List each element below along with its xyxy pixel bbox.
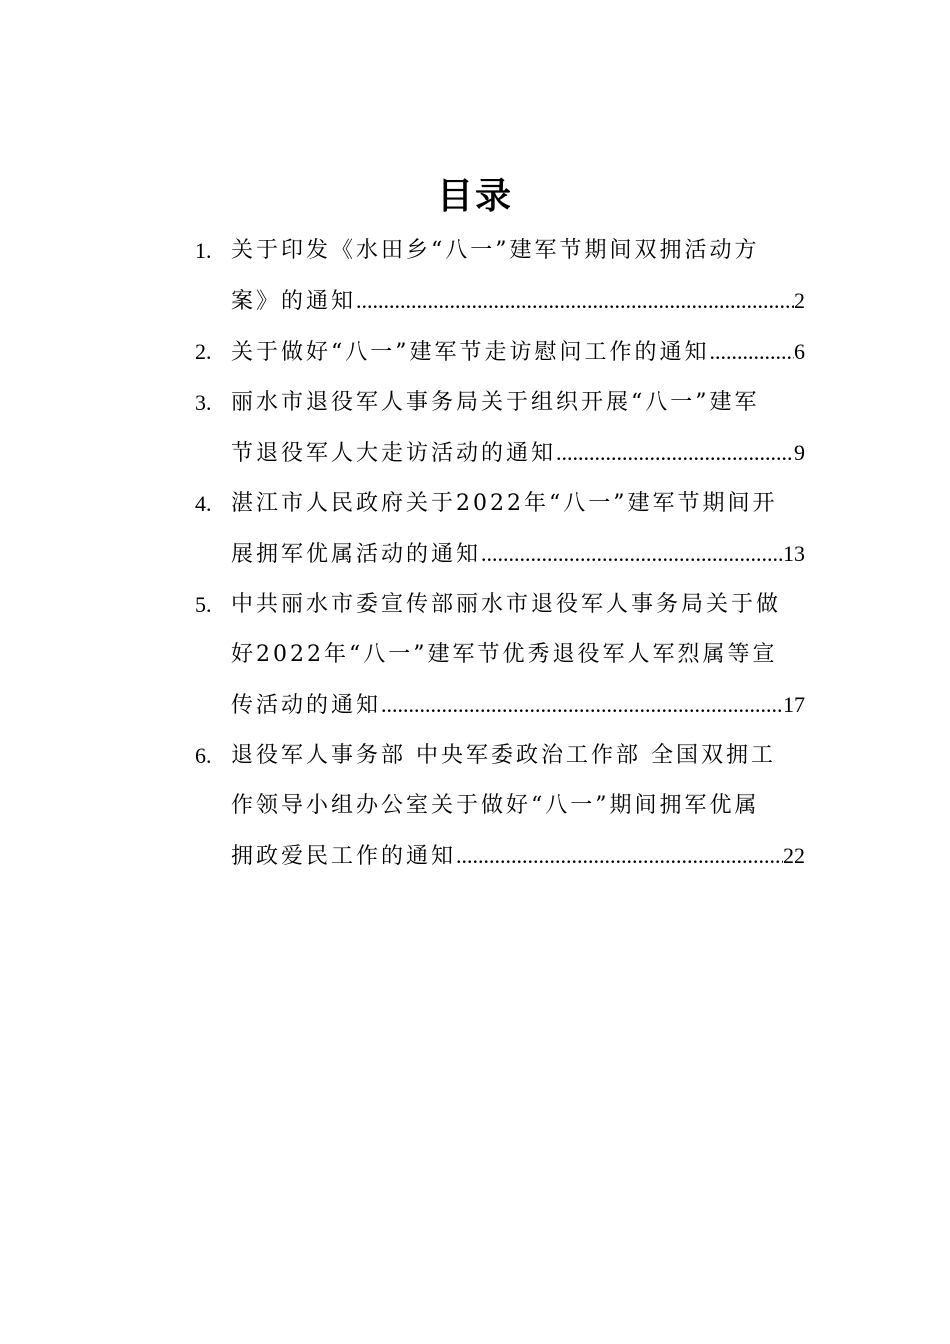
toc-page-number: 9 [794, 440, 805, 465]
dot-leader [356, 276, 794, 326]
toc-entry-number: 3. [195, 390, 212, 415]
toc-entry-number: 5. [195, 592, 212, 617]
toc-page-number: 13 [783, 541, 805, 566]
toc-entry-last-line [231, 529, 805, 580]
toc-entry[interactable] [195, 378, 805, 479]
toc-entry-line: 退役军人事务部 中央军委政治工作部 全国双拥工 [231, 743, 776, 768]
toc-entry-line: 作领导小组办公室关于做好“八一”期间拥军优属 [231, 793, 760, 818]
toc-page-number: 2 [794, 288, 805, 313]
toc-list [195, 226, 805, 882]
toc-entry-number: 4. [195, 491, 212, 516]
toc-entry[interactable] [195, 731, 805, 882]
dot-leader [710, 327, 795, 377]
toc-entry[interactable] [195, 226, 805, 327]
dot-leader [381, 680, 783, 730]
toc-entry-line: 关于印发《水田乡“八一”建军节期间双拥活动方 [231, 238, 760, 263]
toc-entry-text: 拥政爱民工作的通知 [231, 844, 457, 869]
toc-entry-last-line [231, 831, 805, 882]
toc-entry[interactable] [195, 327, 805, 378]
toc-entry-text: 关于做好“八一”建军节走访慰问工作的通知 [231, 340, 710, 365]
toc-page-number: 22 [783, 843, 805, 868]
toc-title: 目录 [436, 175, 513, 217]
toc-entry-text: 传活动的通知 [231, 693, 382, 718]
dot-leader [556, 428, 794, 478]
toc-entry-line: 中共丽水市委宣传部丽水市退役军人事务局关于做 [231, 592, 782, 617]
toc-entry-last-line [231, 428, 805, 479]
toc-entry-line: 丽水市退役军人事务局关于组织开展“八一”建军 [231, 390, 760, 415]
toc-entry-number: 1. [195, 238, 212, 263]
toc-entry-text: 节退役军人大走访活动的通知 [231, 441, 557, 466]
dot-leader [456, 831, 783, 881]
toc-entry[interactable] [195, 580, 805, 731]
toc-entry-last-line [231, 276, 805, 327]
toc-entry-number: 6. [195, 743, 212, 768]
dot-leader [481, 529, 783, 579]
toc-entry-line: 湛江市人民政府关于2022年“八一”建军节期间开 [231, 491, 778, 516]
toc-entry-line: 好2022年“八一”建军节优秀退役军人军烈属等宣 [231, 642, 778, 667]
toc-entry-text: 案》的通知 [231, 289, 357, 314]
toc-entry-text: 展拥军优属活动的通知 [231, 542, 482, 567]
toc-entry-number: 2. [195, 339, 212, 364]
toc-entry-last-line [231, 327, 805, 378]
toc-page-number: 17 [783, 692, 805, 717]
toc-entry[interactable] [195, 479, 805, 580]
toc-entry-last-line [231, 680, 805, 731]
toc-page-number: 6 [794, 339, 805, 364]
